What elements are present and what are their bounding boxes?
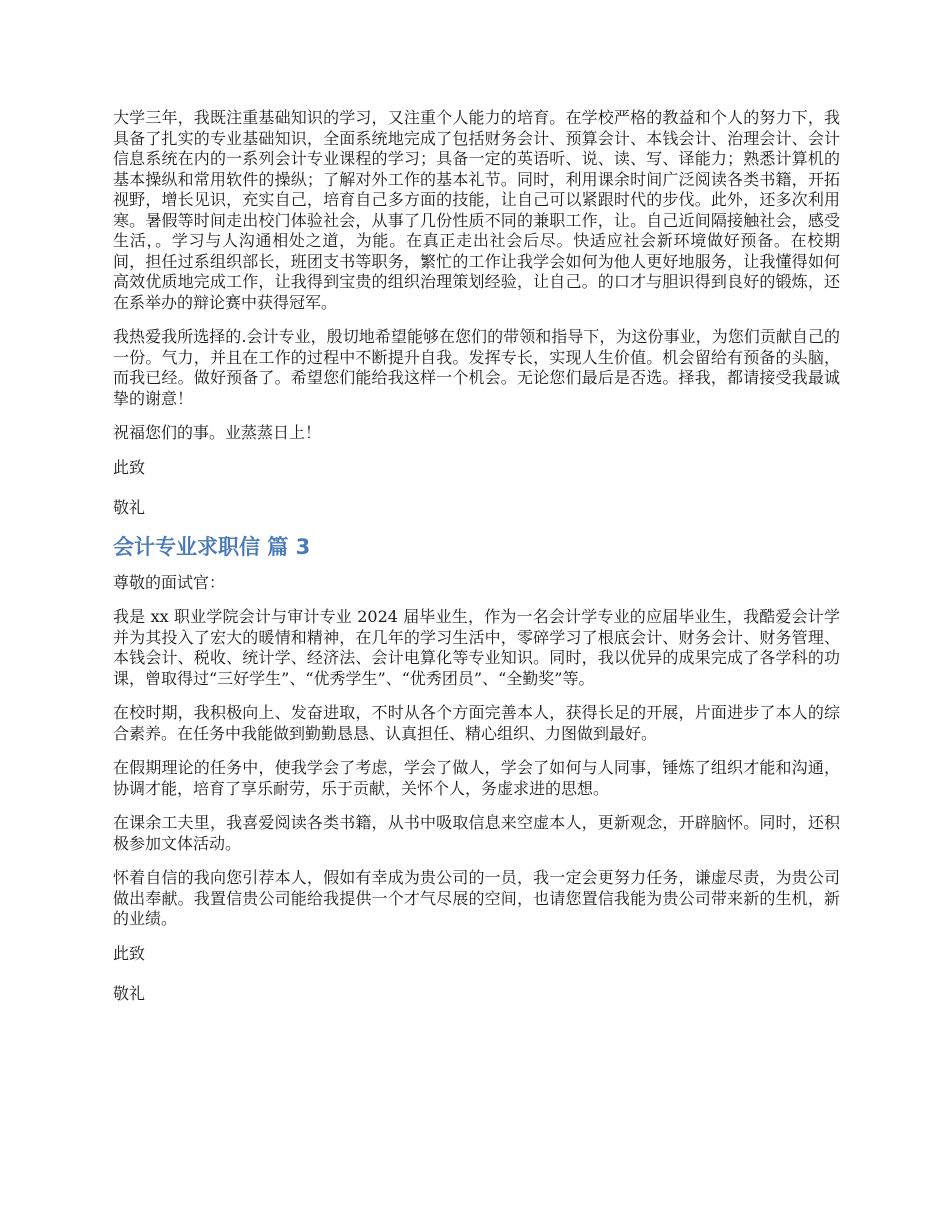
paragraph-school-period: 在校时期，我积极向上、发奋进取，不时从各个方面完善本人，获得长足的开展，片面进步了本人的综合素养。在任务中我能做到勤勤恳恳、认真担任、精心组织、力图做到最好。: [113, 703, 840, 743]
paragraph-introduction: 我是 xx 职业学院会计与审计专业 2024 届毕业生，作为一名会计学专业的应届毕业生，我酷爱会计学并为其投入了宏大的暖情和精神，在几年的学习生活中，零碎学习了根底会计、财务会计、财务管理、本钱会计、税收、统计学、经济法、会计电算化等专业知识。同时，我以优异的成果完成了各学科的功课，曾取得过“三好学生”、“优秀学生”、“优秀团员”、“全勤奖”等。: [113, 607, 840, 688]
regards-text: 敬礼: [113, 984, 146, 1003]
closing-text: 此致: [113, 943, 146, 963]
paragraph-blessing: 祝福您们的事。业蒸蒸日上！: [113, 423, 322, 442]
paragraph-education: 大学三年，我既注重基础知识的学习，又注重个人能力的培育。在学校严格的教益和个人的努力下，我具备了扎实的专业基础知识，全面系统地完成了包括财务会计、预算会计、本钱会计、治理会计、会计信息系统在内的一系列会计专业课程的学习；具备一定的英语听、说、读、写、译能力；熟悉计算机的基本操纵和常用软件的操纵；了解对外工作的基本礼节。同时，利用课余时间广泛阅读各类书籍，开拓视野，增长见识，充实自己，培育自己多方面的技能，让自己可以紧跟时代的步伐。此外，还多次利用寒。暑假等时间走出校门体验社会，从事了几份性质不同的兼职工作，让。自己近间隔接触社会，感受生活，。学习与人沟通相处之道，为能。在真正走出社会后尽。快适应社会新环境做好预备。在校期间，担任过系组织部长，班团支书等职务，繁忙的工作让我学会如何为他人更好地服务，让我懂得如何高效优质地完成工作，让我得到宝贵的组织治理策划经验，让自己。的口才与胆识得到良好的锻炼，还在系举办的辩论赛中获得冠军。: [113, 108, 840, 312]
regards-text: 敬礼: [113, 498, 146, 517]
paragraph-practice: 在假期理论的任务中，使我学会了考虑，学会了做人，学会了如何与人同事，锤炼了组织才能和沟通，协调才能，培育了享乐耐劳，乐于贡献，关怀个人，务虚求进的思想。: [113, 758, 840, 798]
paragraph-recommendation: 怀着自信的我向您引荐本人，假如有幸成为贵公司的一员，我一定会更努力任务，谦虚尽责，为贵公司做出奉献。我置信贵公司能给我提供一个才气尽展的空间，也请您置信我能为贵公司带来新的生机，新的业绩。: [113, 868, 840, 928]
document-page: [113, 108, 840, 1019]
section-heading: 会计专业求职信 篇 3: [113, 534, 311, 559]
paragraph-spare-time: 在课余工夫里，我喜爱阅读各类书籍，从书中吸取信息来空虚本人，更新观念，开辟脑怀。同时，还积极参加文体活动。: [113, 813, 840, 853]
closing-text: 此致: [113, 457, 146, 477]
paragraph-aspiration: 我热爱我所选择的.会计专业，殷切地希望能够在您们的带领和指导下，为这份事业，为您们贡献自己的一份。气力，并且在工作的过程中不断提升自我。发挥专长，实现人生价值。机会留给有预备的头脑，而我已经。做好预备了。希望您们能给我这样一个机会。无论您们最后是否选。择我，都请接受我最诚挚的谢意！: [113, 327, 840, 408]
salutation-text: 尊敬的面试官：: [113, 572, 226, 592]
